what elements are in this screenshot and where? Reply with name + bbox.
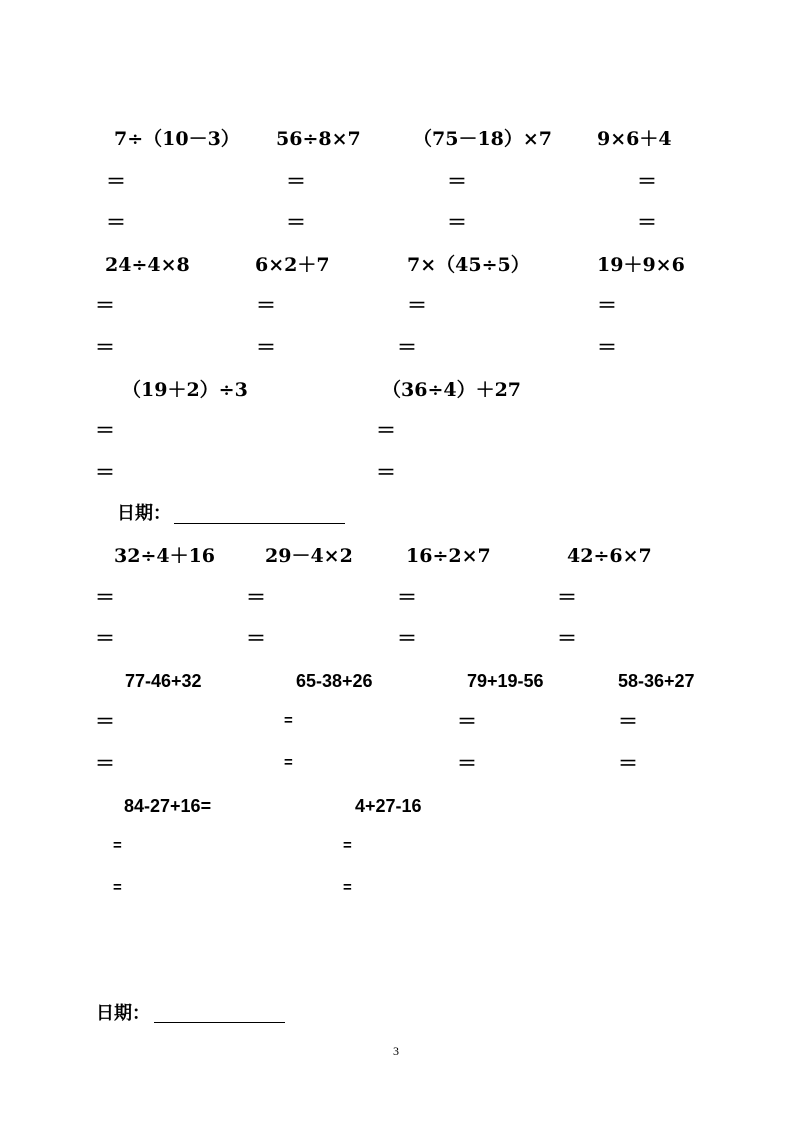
equals-sign: ＝: [95, 418, 115, 442]
equals-sign: ＝: [286, 210, 306, 234]
equals-sign: ＝: [106, 169, 126, 193]
equals-sign: ＝: [246, 626, 266, 650]
equals-sign: ＝: [637, 169, 657, 193]
equals-sign: ＝: [457, 751, 477, 775]
equals-sign: ＝: [256, 293, 276, 317]
problem-2-4: 19＋9×6: [597, 254, 685, 276]
problem-3-2: （36÷4）＋27: [382, 379, 522, 401]
problem-5-1: 77-46+32: [125, 671, 202, 691]
equals-sign: =: [284, 754, 293, 771]
problem-1-3: （75－18）×7: [413, 128, 553, 150]
problem-4-1: 32÷4＋16: [114, 545, 216, 567]
date-label: 日期：: [117, 503, 171, 524]
equals-sign: =: [284, 712, 293, 729]
equals-sign: ＝: [557, 585, 577, 609]
equals-sign: =: [113, 879, 122, 896]
equals-sign: ＝: [95, 751, 115, 775]
problem-2-2: 6×2＋7: [255, 254, 330, 276]
problem-3-1: （19＋2）÷3: [122, 379, 248, 401]
problem-5-3: 79+19-56: [467, 671, 544, 691]
equals-sign: ＝: [95, 709, 115, 733]
problem-5-4: 58-36+27: [618, 671, 695, 691]
problem-4-4: 42÷6×7: [567, 545, 652, 567]
equals-sign: ＝: [637, 210, 657, 234]
equals-sign: ＝: [246, 585, 266, 609]
problem-1-2: 56÷8×7: [276, 128, 361, 150]
equals-sign: ＝: [407, 293, 427, 317]
date-blank-line[interactable]: [154, 1022, 285, 1023]
equals-sign: ＝: [457, 709, 477, 733]
problem-6-1: 84-27+16=: [124, 796, 212, 816]
equals-sign: ＝: [597, 335, 617, 359]
equals-sign: ＝: [397, 626, 417, 650]
equals-sign: ＝: [95, 626, 115, 650]
problem-4-3: 16÷2×7: [406, 545, 491, 567]
equals-sign: ＝: [397, 335, 417, 359]
equals-sign: ＝: [618, 709, 638, 733]
equals-sign: =: [343, 879, 352, 896]
equals-sign: ＝: [256, 335, 276, 359]
equals-sign: ＝: [447, 169, 467, 193]
equals-sign: ＝: [95, 335, 115, 359]
problem-1-1: 7÷（10－3）: [114, 128, 240, 150]
equals-sign: =: [113, 837, 122, 854]
equals-sign: =: [343, 837, 352, 854]
problem-4-2: 29－4×2: [265, 545, 353, 567]
equals-sign: ＝: [95, 460, 115, 484]
date-label: 日期：: [96, 1003, 150, 1024]
date-blank-line[interactable]: [174, 523, 345, 524]
equals-sign: ＝: [597, 293, 617, 317]
equals-sign: ＝: [447, 210, 467, 234]
equals-sign: ＝: [618, 751, 638, 775]
page-number: 3: [393, 1044, 399, 1058]
equals-sign: ＝: [95, 585, 115, 609]
equals-sign: ＝: [376, 460, 396, 484]
problem-2-3: 7×（45÷5）: [407, 254, 530, 276]
equals-sign: ＝: [397, 585, 417, 609]
equals-sign: ＝: [95, 293, 115, 317]
problem-6-2: 4+27-16: [355, 796, 422, 816]
problem-5-2: 65-38+26: [296, 671, 373, 691]
problem-1-4: 9×6＋4: [597, 128, 672, 150]
equals-sign: ＝: [106, 210, 126, 234]
equals-sign: ＝: [376, 418, 396, 442]
equals-sign: ＝: [557, 626, 577, 650]
problem-2-1: 24÷4×8: [105, 254, 190, 276]
equals-sign: ＝: [286, 169, 306, 193]
